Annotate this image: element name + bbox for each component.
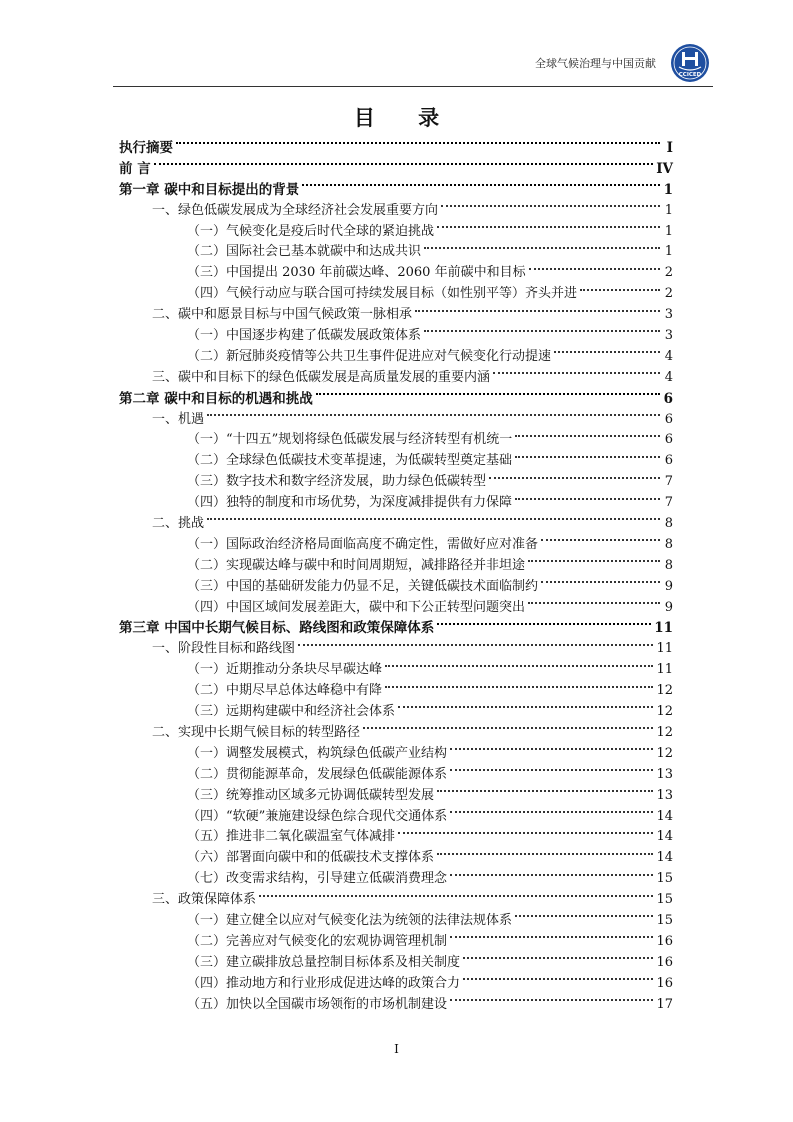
page-number: I (394, 1042, 399, 1056)
toc-entry-page: 1 (663, 181, 673, 198)
toc-entry-page: 8 (664, 536, 673, 552)
dot-leader (463, 957, 653, 959)
dot-leader (441, 205, 660, 207)
toc-entry[interactable] (119, 909, 673, 930)
toc-entry-page: 14 (656, 829, 673, 845)
toc-entry-label: （二）完善应对气候变化的宏观协调管理机制 (187, 933, 448, 949)
toc-entry-page: 3 (664, 328, 673, 344)
toc-entry-label: （二）全球绿色低碳技术变革提速，为低碳转型奠定基础 (187, 453, 513, 469)
toc-entry-label: 第一章 碳中和目标提出的背景 (119, 181, 300, 198)
toc-entry-page: 11 (656, 641, 673, 657)
toc-entry[interactable] (119, 408, 673, 429)
toc-chapter-entry[interactable] (119, 387, 673, 408)
toc-entry[interactable] (119, 679, 673, 700)
toc-entry-page: 16 (656, 954, 673, 970)
table-of-contents (119, 136, 673, 1013)
dot-leader (515, 915, 653, 917)
toc-entry-page: 13 (656, 787, 673, 803)
toc-entry[interactable] (119, 888, 673, 909)
toc-entry-label: 三、政策保障体系 (152, 892, 257, 908)
header-rule (113, 86, 713, 87)
toc-entry-label: 二、碳中和愿景目标与中国气候政策一脉相承 (152, 307, 413, 323)
toc-entry-page: 14 (656, 808, 673, 824)
toc-chapter-entry[interactable] (119, 616, 673, 637)
toc-entry-page: 4 (664, 348, 673, 364)
toc-entry-page: 11 (656, 662, 673, 678)
toc-entry-label: （一）调整发展模式，构筑绿色低碳产业结构 (187, 745, 448, 761)
toc-entry-page: 12 (656, 704, 673, 720)
toc-entry-label: （三）统筹推动区域多元协调低碳转型发展 (187, 787, 435, 803)
dot-leader (580, 289, 660, 291)
toc-entry[interactable] (119, 428, 673, 449)
toc-entry[interactable] (119, 596, 673, 617)
toc-entry-page: 11 (654, 620, 673, 637)
toc-entry-label: （一）中国逐步构建了低碳发展政策体系 (187, 328, 422, 344)
dot-leader (450, 748, 653, 750)
toc-entry-label: （二）实现碳达峰与碳中和时间周期短，减排路径并非坦途 (187, 557, 526, 573)
toc-entry[interactable] (119, 825, 673, 846)
toc-entry-label: 二、实现中长期气候目标的转型路径 (152, 724, 361, 740)
dot-leader (528, 602, 660, 604)
toc-entry[interactable] (119, 366, 673, 387)
dot-leader (363, 727, 653, 729)
dot-leader (176, 142, 660, 144)
toc-entry-label: 前 言 (119, 160, 151, 177)
dot-leader (437, 790, 653, 792)
toc-entry-page: 2 (664, 265, 673, 281)
dot-leader (528, 560, 660, 562)
dot-leader (385, 665, 653, 667)
toc-entry[interactable] (119, 282, 673, 303)
toc-entry-label: （一）气候变化是疫后时代全球的紧迫挑战 (187, 223, 435, 239)
toc-entry-label: 一、阶段性目标和路线图 (152, 641, 296, 657)
toc-entry-page: 9 (664, 578, 673, 594)
toc-entry[interactable] (119, 805, 673, 826)
toc-entry-label: 第三章 中国中长期气候目标、路线图和政策保障体系 (119, 620, 435, 637)
toc-entry-label: （四）气候行动应与联合国可持续发展目标（如性别平等）齐头并进 (187, 286, 578, 302)
toc-entry-label: （一）建立健全以应对气候变化法为统领的法律法规体系 (187, 912, 513, 928)
dot-leader (298, 644, 653, 646)
toc-entry-page: 6 (664, 411, 673, 427)
toc-entry[interactable] (119, 470, 673, 491)
toc-entry-page: 13 (656, 766, 673, 782)
dot-leader (316, 393, 660, 395)
dot-leader (515, 498, 660, 500)
toc-entry-page: 2 (664, 286, 673, 302)
toc-entry[interactable] (119, 199, 673, 220)
toc-entry-label: 二、挑战 (152, 516, 205, 532)
toc-entry-page: 4 (664, 369, 673, 385)
toc-entry-label: （三）数字技术和数字经济发展，助力绿色低碳转型 (187, 474, 487, 490)
dot-leader (207, 518, 660, 520)
toc-entry-page: 12 (656, 683, 673, 699)
dot-leader (493, 372, 660, 374)
toc-entry[interactable] (119, 867, 673, 888)
toc-entry[interactable] (119, 993, 673, 1014)
toc-chapter-entry[interactable] (119, 136, 673, 157)
toc-entry-label: （七）改变需求结构，引导建立低碳消费理念 (187, 871, 448, 887)
toc-entry-label: （四）中国区域间发展差距大，碳中和下公正转型问题突出 (187, 599, 526, 615)
toc-title: 目 录 (353, 105, 458, 130)
dot-leader (515, 456, 660, 458)
toc-entry-page: 6 (664, 453, 673, 469)
toc-entry-label: 执行摘要 (119, 140, 173, 156)
toc-entry-page: 14 (656, 850, 673, 866)
dot-leader (424, 247, 660, 249)
toc-entry-label: （四）“软硬”兼施建设绿色综合现代交通体系 (187, 808, 448, 824)
toc-entry-page: 3 (664, 307, 673, 323)
toc-entry-page: I (666, 140, 673, 156)
dot-leader (450, 936, 653, 938)
dot-leader (398, 832, 653, 834)
toc-entry-label: （三）中国的基础研发能力仍显不足，关键低碳技术面临制约 (187, 578, 539, 594)
toc-entry-page: 8 (664, 557, 673, 573)
toc-chapter-entry[interactable] (119, 178, 673, 199)
logo-text: CCICED (678, 72, 702, 78)
toc-entry-label: 第二章 碳中和目标的机遇和挑战 (119, 390, 313, 407)
toc-entry[interactable] (119, 220, 673, 241)
toc-entry[interactable] (119, 240, 673, 261)
dot-leader (450, 999, 653, 1001)
toc-entry[interactable] (119, 533, 673, 554)
dot-leader (302, 184, 660, 186)
dot-leader (437, 226, 660, 228)
toc-entry-label: 三、碳中和目标下的绿色低碳发展是高质量发展的重要内涵 (152, 369, 491, 385)
toc-entry-page: IV (656, 160, 673, 177)
dot-leader (450, 874, 653, 876)
toc-entry-label: （一）“十四五”规划将绿色低碳发展与经济转型有机统一 (187, 432, 513, 448)
toc-entry[interactable] (119, 930, 673, 951)
toc-entry-page: 12 (656, 745, 673, 761)
toc-entry-label: （二）新冠肺炎疫情等公共卫生事件促进应对气候变化行动提速 (187, 348, 552, 364)
toc-entry-label: （二）国际社会已基本就碳中和达成共识 (187, 244, 422, 260)
toc-entry[interactable] (119, 742, 673, 763)
toc-entry[interactable] (119, 784, 673, 805)
toc-entry-label: （四）独特的制度和市场优势，为深度减排提供有力保障 (187, 495, 513, 511)
toc-entry[interactable] (119, 721, 673, 742)
dot-leader (489, 477, 660, 479)
toc-entry-page: 12 (656, 724, 673, 740)
dot-leader (515, 435, 660, 437)
toc-entry[interactable] (119, 972, 673, 993)
toc-entry-label: 一、绿色低碳发展成为全球经济社会发展重要方向 (152, 202, 439, 218)
toc-entry-page: 6 (664, 432, 673, 448)
toc-entry-label: （一）国际政治经济格局面临高度不确定性，需做好应对准备 (187, 536, 539, 552)
toc-entry-label: 一、机遇 (152, 411, 205, 427)
toc-entry[interactable] (119, 763, 673, 784)
toc-entry-page: 15 (656, 892, 673, 908)
toc-entry[interactable] (119, 658, 673, 679)
toc-entry[interactable] (119, 345, 673, 366)
toc-entry[interactable] (119, 637, 673, 658)
toc-entry[interactable] (119, 303, 673, 324)
dot-leader (259, 895, 653, 897)
toc-entry-page: 15 (656, 871, 673, 887)
toc-entry[interactable] (119, 700, 673, 721)
toc-entry-page: 15 (656, 912, 673, 928)
toc-entry-page: 16 (656, 975, 673, 991)
toc-entry-page: 1 (664, 244, 673, 260)
dot-leader (154, 163, 654, 165)
dot-leader (554, 351, 660, 353)
toc-entry-page: 8 (664, 516, 673, 532)
toc-entry-label: （五）推进非二氧化碳温室气体减排 (187, 829, 396, 845)
toc-entry[interactable] (119, 575, 673, 596)
toc-entry-page: 7 (664, 474, 673, 490)
toc-entry-label: （五）加快以全国碳市场领衔的市场机制建设 (187, 996, 448, 1012)
toc-entry[interactable] (119, 846, 673, 867)
toc-entry[interactable] (119, 324, 673, 345)
toc-entry-label: （三）建立碳排放总量控制目标体系及相关制度 (187, 954, 461, 970)
toc-entry-page: 16 (656, 933, 673, 949)
running-header-title: 全球气候治理与中国贡献 (535, 57, 656, 70)
toc-entry-label: （四）推动地方和行业形成促进达峰的政策合力 (187, 975, 461, 991)
toc-entry[interactable] (119, 554, 673, 575)
toc-entry-page: 17 (656, 996, 673, 1012)
dot-leader (437, 623, 651, 625)
dot-leader (207, 414, 660, 416)
toc-entry-page: 1 (664, 223, 673, 239)
toc-entry-page: 6 (663, 390, 673, 407)
toc-entry[interactable] (119, 261, 673, 282)
toc-entry[interactable] (119, 491, 673, 512)
dot-leader (463, 978, 653, 980)
toc-entry-label: （三）远期构建碳中和经济社会体系 (187, 704, 396, 720)
dot-leader (424, 330, 660, 332)
dot-leader (437, 853, 653, 855)
toc-entry-label: （一）近期推动分条块尽早碳达峰 (187, 662, 383, 678)
toc-entry-label: （三）中国提出 2030 年前碳达峰、2060 年前碳中和目标 (187, 265, 526, 281)
toc-entry[interactable] (119, 951, 673, 972)
toc-entry-page: 1 (664, 202, 673, 218)
toc-chapter-entry[interactable] (119, 157, 673, 178)
dot-leader (398, 706, 653, 708)
toc-entry-label: （六）部署面向碳中和的低碳技术支撑体系 (187, 850, 435, 866)
dot-leader (450, 769, 653, 771)
dot-leader (541, 539, 660, 541)
cciced-logo (670, 43, 710, 83)
toc-entry-label: （二）中期尽早总体达峰稳中有降 (187, 683, 383, 699)
dot-leader (450, 811, 653, 813)
toc-entry-page: 9 (664, 599, 673, 615)
toc-entry[interactable] (119, 449, 673, 470)
dot-leader (415, 310, 660, 312)
toc-entry[interactable] (119, 512, 673, 533)
toc-entry-page: 7 (664, 495, 673, 511)
dot-leader (529, 268, 660, 270)
dot-leader (541, 581, 660, 583)
dot-leader (385, 686, 653, 688)
toc-entry-label: （二）贯彻能源革命，发展绿色低碳能源体系 (187, 766, 448, 782)
